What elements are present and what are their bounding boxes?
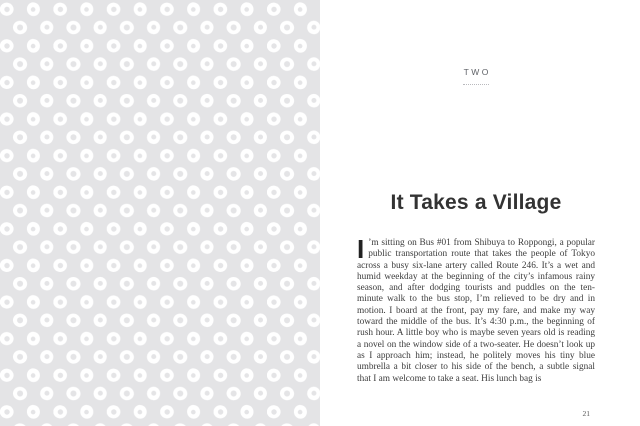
chapter-number: TWO <box>463 67 491 77</box>
chapter-head <box>357 62 595 85</box>
body-paragraph <box>357 234 595 385</box>
drop-cap: I <box>357 234 365 264</box>
chapter-rule-divider <box>463 84 489 85</box>
right-page <box>320 0 640 426</box>
page-number: 21 <box>582 408 590 418</box>
paragraph-text: ’m sitting on Bus #01 from Shibuya to Roppongi, a popular public transportation route that takes the people of Tokyo across a busy six-lane artery called Route 246. It’s a wet and humid weekday at the beginning of the city’s infamous rainy season, and after dodging tourists and puddles on the ten-minute walk to the bus stop, I’m relieved to be dry and in motion. I board at the front, pay my fare, and make my way toward the middle of the bus. It’s 4:30 p.m., the beginning of rush hour. A little boy who is maybe seven years old is reading a novel on the window side of a two-seater. He doesn’t look up as I approach him; instead, he politely moves his tiny blue umbrella a bit closer to his side of the bench, a subtle signal that I am welcome to take a seat. His lunch bag is <box>357 238 595 384</box>
chapter-title: It Takes a Village <box>390 191 562 214</box>
